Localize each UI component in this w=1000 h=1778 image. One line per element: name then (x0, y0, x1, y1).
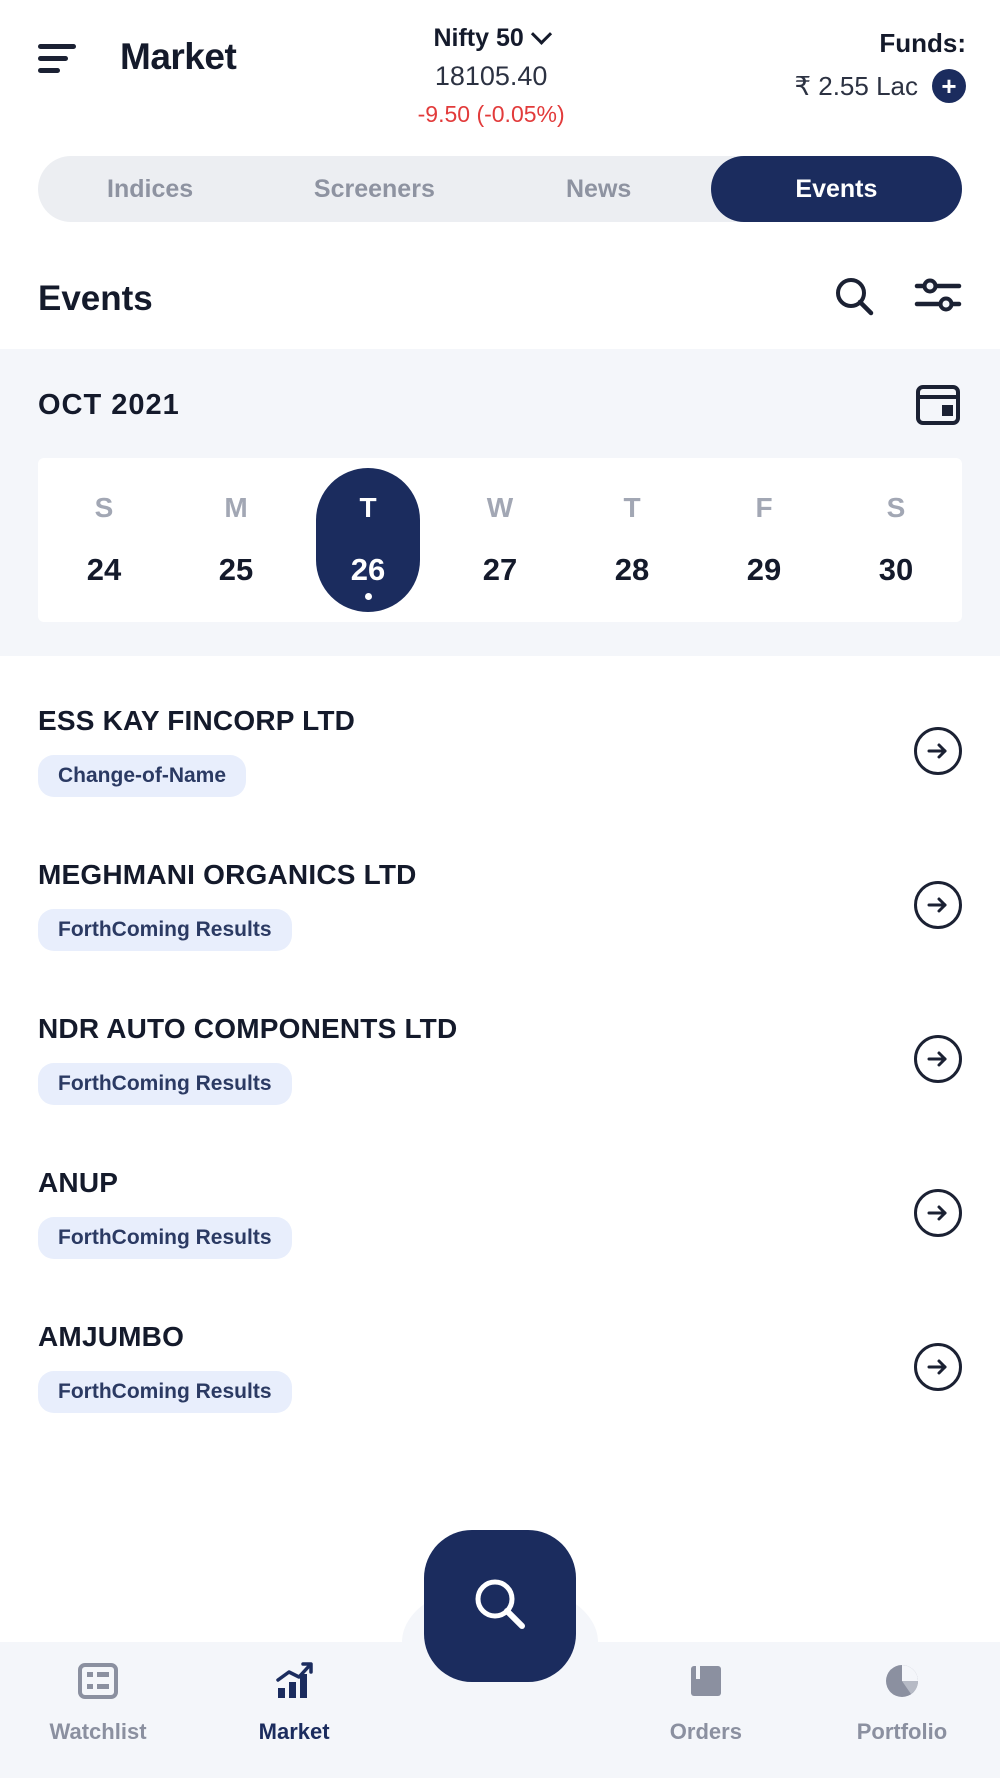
calendar-days-row (38, 458, 962, 622)
nav-label: Market (258, 1719, 330, 1744)
calendar-dow: W (486, 492, 514, 523)
nav-market[interactable] (196, 1660, 392, 1745)
calendar-dow: S (886, 492, 906, 523)
nav-watchlist[interactable] (0, 1660, 196, 1745)
funds-label: Funds: (879, 28, 966, 58)
book-icon (685, 1660, 727, 1707)
list-item[interactable] (0, 980, 1000, 1134)
index-name-label: Nifty 50 (433, 24, 524, 52)
event-dot-indicator (365, 593, 372, 600)
tab-news[interactable]: News (566, 175, 632, 203)
arrow-right-icon[interactable] (914, 1035, 962, 1083)
search-icon (468, 1572, 532, 1641)
calendar-dow: F (755, 492, 773, 523)
event-company-name: NDR AUTO COMPONENTS LTD (38, 1013, 458, 1044)
tab-indices[interactable]: Indices (107, 175, 194, 203)
hamburger-menu-icon[interactable] (38, 44, 84, 73)
selected-day-pill (316, 468, 420, 612)
calendar-dow: T (359, 492, 377, 523)
nav-label: Portfolio (856, 1719, 948, 1744)
arrow-right-icon[interactable] (914, 1343, 962, 1391)
calendar-date: 25 (218, 552, 254, 587)
calendar-day[interactable] (434, 458, 566, 622)
calendar-month-label: OCT 2021 (38, 389, 180, 421)
market-tabs (38, 156, 962, 222)
pie-chart-icon (881, 1660, 923, 1707)
calendar-strip (0, 349, 1000, 656)
index-value: 18105.40 (434, 61, 548, 91)
event-company-name: MEGHMANI ORGANICS LTD (38, 859, 417, 890)
page-title: Market (120, 36, 237, 77)
funds-amount: ₹ 2.55 Lac (794, 70, 918, 101)
search-fab-button[interactable] (424, 1530, 576, 1682)
calendar-day[interactable] (566, 458, 698, 622)
nav-portfolio[interactable] (804, 1660, 1000, 1745)
calendar-icon[interactable] (914, 379, 962, 432)
status-badge: Change-of-Name (38, 755, 246, 797)
status-badge: ForthComing Results (38, 909, 292, 951)
app-header (0, 0, 1000, 134)
tab-screeners[interactable]: Screeners (313, 175, 435, 203)
status-badge: ForthComing Results (38, 1063, 292, 1105)
calendar-day[interactable] (38, 458, 170, 622)
index-selector[interactable] (433, 24, 548, 53)
search-icon[interactable] (832, 274, 876, 323)
calendar-date: 26 (350, 552, 386, 587)
calendar-dow: M (224, 492, 248, 523)
calendar-date: 30 (878, 552, 914, 587)
funds-summary (756, 28, 966, 103)
list-icon (77, 1660, 119, 1707)
status-badge: ForthComing Results (38, 1217, 292, 1259)
events-section-header (0, 222, 1000, 349)
chevron-down-icon (531, 24, 552, 45)
arrow-right-icon[interactable] (914, 1189, 962, 1237)
list-item[interactable] (0, 826, 1000, 980)
calendar-date: 24 (86, 552, 122, 587)
calendar-dow: T (623, 492, 641, 523)
arrow-right-icon[interactable] (914, 881, 962, 929)
nav-label: Orders (669, 1719, 742, 1744)
calendar-dow: S (94, 492, 114, 523)
index-summary[interactable] (226, 24, 756, 128)
calendar-day[interactable] (170, 458, 302, 622)
event-company-name: ESS KAY FINCORP LTD (38, 705, 356, 736)
list-item[interactable] (0, 1134, 1000, 1288)
section-title: Events (38, 278, 153, 318)
list-item[interactable] (0, 1288, 1000, 1442)
event-company-name: AMJUMBO (38, 1321, 185, 1352)
filter-sliders-icon[interactable] (914, 274, 962, 323)
chart-up-icon (273, 1660, 315, 1707)
calendar-date: 29 (746, 552, 782, 587)
calendar-day[interactable] (830, 458, 962, 622)
tab-events[interactable]: Events (711, 156, 962, 222)
calendar-date: 27 (482, 552, 518, 587)
list-item[interactable] (0, 672, 1000, 826)
calendar-date: 28 (614, 552, 650, 587)
event-company-name: ANUP (38, 1167, 119, 1198)
arrow-right-icon[interactable] (914, 727, 962, 775)
status-badge: ForthComing Results (38, 1371, 292, 1413)
calendar-day[interactable] (698, 458, 830, 622)
nav-label: Watchlist (49, 1719, 147, 1744)
nav-orders[interactable] (608, 1660, 804, 1745)
index-change: -9.50 (-0.05%) (417, 101, 565, 127)
calendar-day-selected[interactable] (302, 458, 434, 622)
add-funds-icon[interactable]: + (932, 69, 966, 103)
